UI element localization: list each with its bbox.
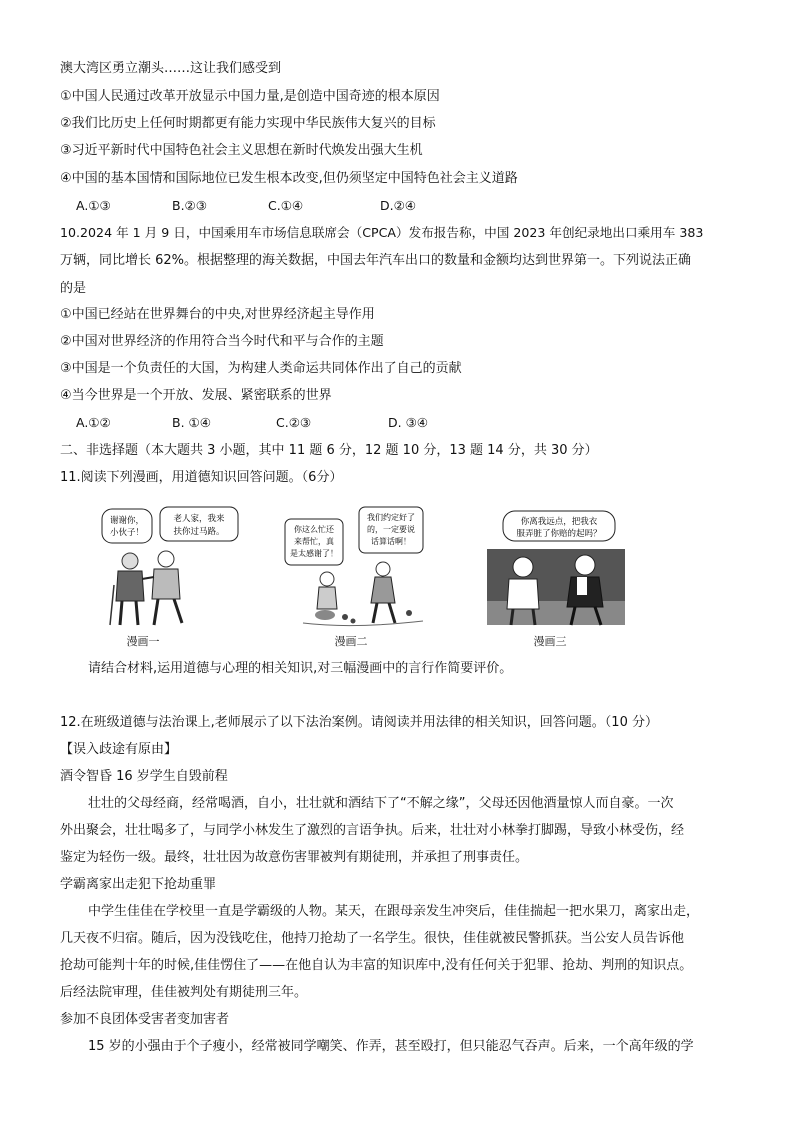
q12-case-1-line-2: 外出聚会，壮壮喝多了，与同学小林发生了激烈的言语争执。后来，壮壮对小林拳打脚踢，导致小林受伤，经 [60, 823, 685, 838]
q9-option-c: C.①④ [268, 198, 304, 213]
q10-stem-2: 万辆，同比增长 62%。根据整理的海关数据，中国去年汽车出口的数量和金额均达到世界第一。下列说法正确 [60, 253, 692, 268]
q12-case-3-title: 参加不良团体受害者变加害者 [60, 1012, 230, 1027]
q12-case-2-line-4: 后经法院审理，佳佳被判处有期徒刑三年。 [60, 985, 308, 1000]
cartoon-1-bubble-left-line-2: 小伙子！ [109, 528, 145, 538]
q11-question: 请结合材料,运用道德与心理的相关知识,对三幅漫画中的言行作简要评价。 [88, 661, 513, 676]
cartoon-1-caption: 漫画一 [126, 635, 160, 648]
cartoon-1-bubble-left-line-1: 谢谢你， [109, 516, 145, 526]
q12-case-1-title: 酒令智昏 16 岁学生自毁前程 [60, 769, 228, 784]
q10-option-a: A.①② [76, 415, 111, 430]
cartoon-2-bubble-right-line-3: 话算话啊！ [371, 537, 411, 546]
cartoon-2-bubble-right-line-2: 的，一定要说 [367, 525, 415, 534]
q9-option-d: D.②④ [380, 198, 417, 213]
q9-stem-tail: 澳大湾区勇立潮头……这让我们感受到 [60, 61, 282, 76]
q12-section-title: 【误入歧途有原由】 [60, 742, 178, 757]
q12-case-3-line-1: 15 岁的小强由于个子瘦小，经常被同学嘲笑、作弄，甚至殴打，但只能忍气吞声。后来，一个高年级的学 [88, 1039, 694, 1054]
q10-option-b: B. ①④ [172, 415, 211, 430]
q12-stem: 12.在班级道德与法治课上,老师展示了以下法治案例。请阅读并用法律的相关知识，回答问题。（10 分） [60, 715, 658, 730]
cartoon-1-illustration [100, 505, 250, 630]
q9-item-4: ④中国的基本国情和国际地位已发生根本改变,但仍须坚定中国特色社会主义道路 [60, 171, 518, 186]
cartoon-3-illustration [487, 505, 627, 630]
q11-stem: 11.阅读下列漫画，用道德知识回答问题。（6分） [60, 470, 343, 485]
q10-item-1: ①中国已经站在世界舞台的中央,对世界经济起主导作用 [60, 307, 375, 322]
q10-item-4: ④当今世界是一个开放、发展、紧密联系的世界 [60, 388, 332, 403]
cartoon-2-bubble-left-line-1: 你这么忙还 [294, 525, 334, 534]
cartoon-2-caption: 漫画二 [334, 635, 368, 648]
cartoon-2-bubble-left-line-2: 来帮忙，真 [294, 537, 334, 546]
q9-options [76, 198, 416, 213]
q10-option-d: D. ③④ [388, 415, 428, 430]
cartoon-3-caption: 漫画三 [533, 635, 567, 648]
q12-case-1-line-1: 壮壮的父母经商，经常喝酒，自小，壮壮就和酒结下了“不解之缘”，父母还因他酒量惊人而自豪。一次 [88, 796, 674, 811]
q9-option-a: A.①③ [76, 198, 111, 213]
q10-item-2: ②中国对世界经济的作用符合当今时代和平与合作的主题 [60, 334, 384, 349]
cartoon-1-bubble-right-line-2: 扶你过马路。 [173, 527, 225, 537]
q9-item-2: ②我们比历史上任何时期都更有能力实现中华民族伟大复兴的目标 [60, 116, 436, 131]
q9-item-3: ③习近平新时代中国特色社会主义思想在新时代焕发出强大生机 [60, 143, 423, 158]
q10-stem-3: 的是 [60, 281, 87, 296]
q12-case-2-line-3: 抢劫可能判十年的时候,佳佳愣住了——在他自认为丰富的知识库中,没有任何关于犯罪、抢劫、判刑的知识点。 [60, 958, 693, 973]
cartoon-3-bubble-line-2: 服弄脏了你赔的起吗？ [516, 529, 602, 539]
cartoon-2-bubble-right-line-1: 我们约定好了 [367, 513, 415, 522]
q10-item-3: ③中国是一个负责任的大国，为构建人类命运共同体作出了自己的贡献 [60, 361, 462, 376]
q12-case-2-title: 学霸离家出走犯下抢劫重罪 [60, 877, 217, 892]
q10-option-c: C.②③ [276, 415, 312, 430]
q12-case-2-line-2: 几天夜不归宿。随后，因为没钱吃住，他持刀抢劫了一名学生。很快，佳佳就被民警抓获。当公安人员告诉他 [60, 931, 685, 946]
cartoon-1-bubble-right-line-1: 老人家，我来 [173, 514, 225, 524]
section-2-heading: 二、非选择题（本大题共 3 小题，其中 11 题 6 分，12 题 10 分，13 题 14 分，共 30 分） [60, 443, 598, 458]
cartoon-2-illustration [283, 505, 438, 630]
q10-options [76, 415, 428, 430]
q12-case-1-line-3: 鉴定为轻伤一级。最终，壮壮因为故意伤害罪被判有期徒刑，并承担了刑事责任。 [60, 850, 529, 865]
q10-stem-1: 10.2024 年 1 月 9 日，中国乘用车市场信息联席会（CPCA）发布报告称，中国 2023 年创纪录地出口乘用车 383 [60, 225, 704, 240]
cartoon-2-bubble-left-line-3: 是太感谢了！ [290, 549, 338, 558]
q9-item-1: ①中国人民通过改革开放显示中国力量,是创造中国奇迹的根本原因 [60, 89, 440, 104]
q12-case-2-line-1: 中学生佳佳在学校里一直是学霸级的人物。某天，在跟母亲发生冲突后，佳佳揣起一把水果刀，离家出走， [88, 904, 700, 919]
q9-option-b: B.②③ [172, 198, 207, 213]
cartoon-3-bubble-line-1: 你离我远点，把我衣 [520, 517, 598, 527]
